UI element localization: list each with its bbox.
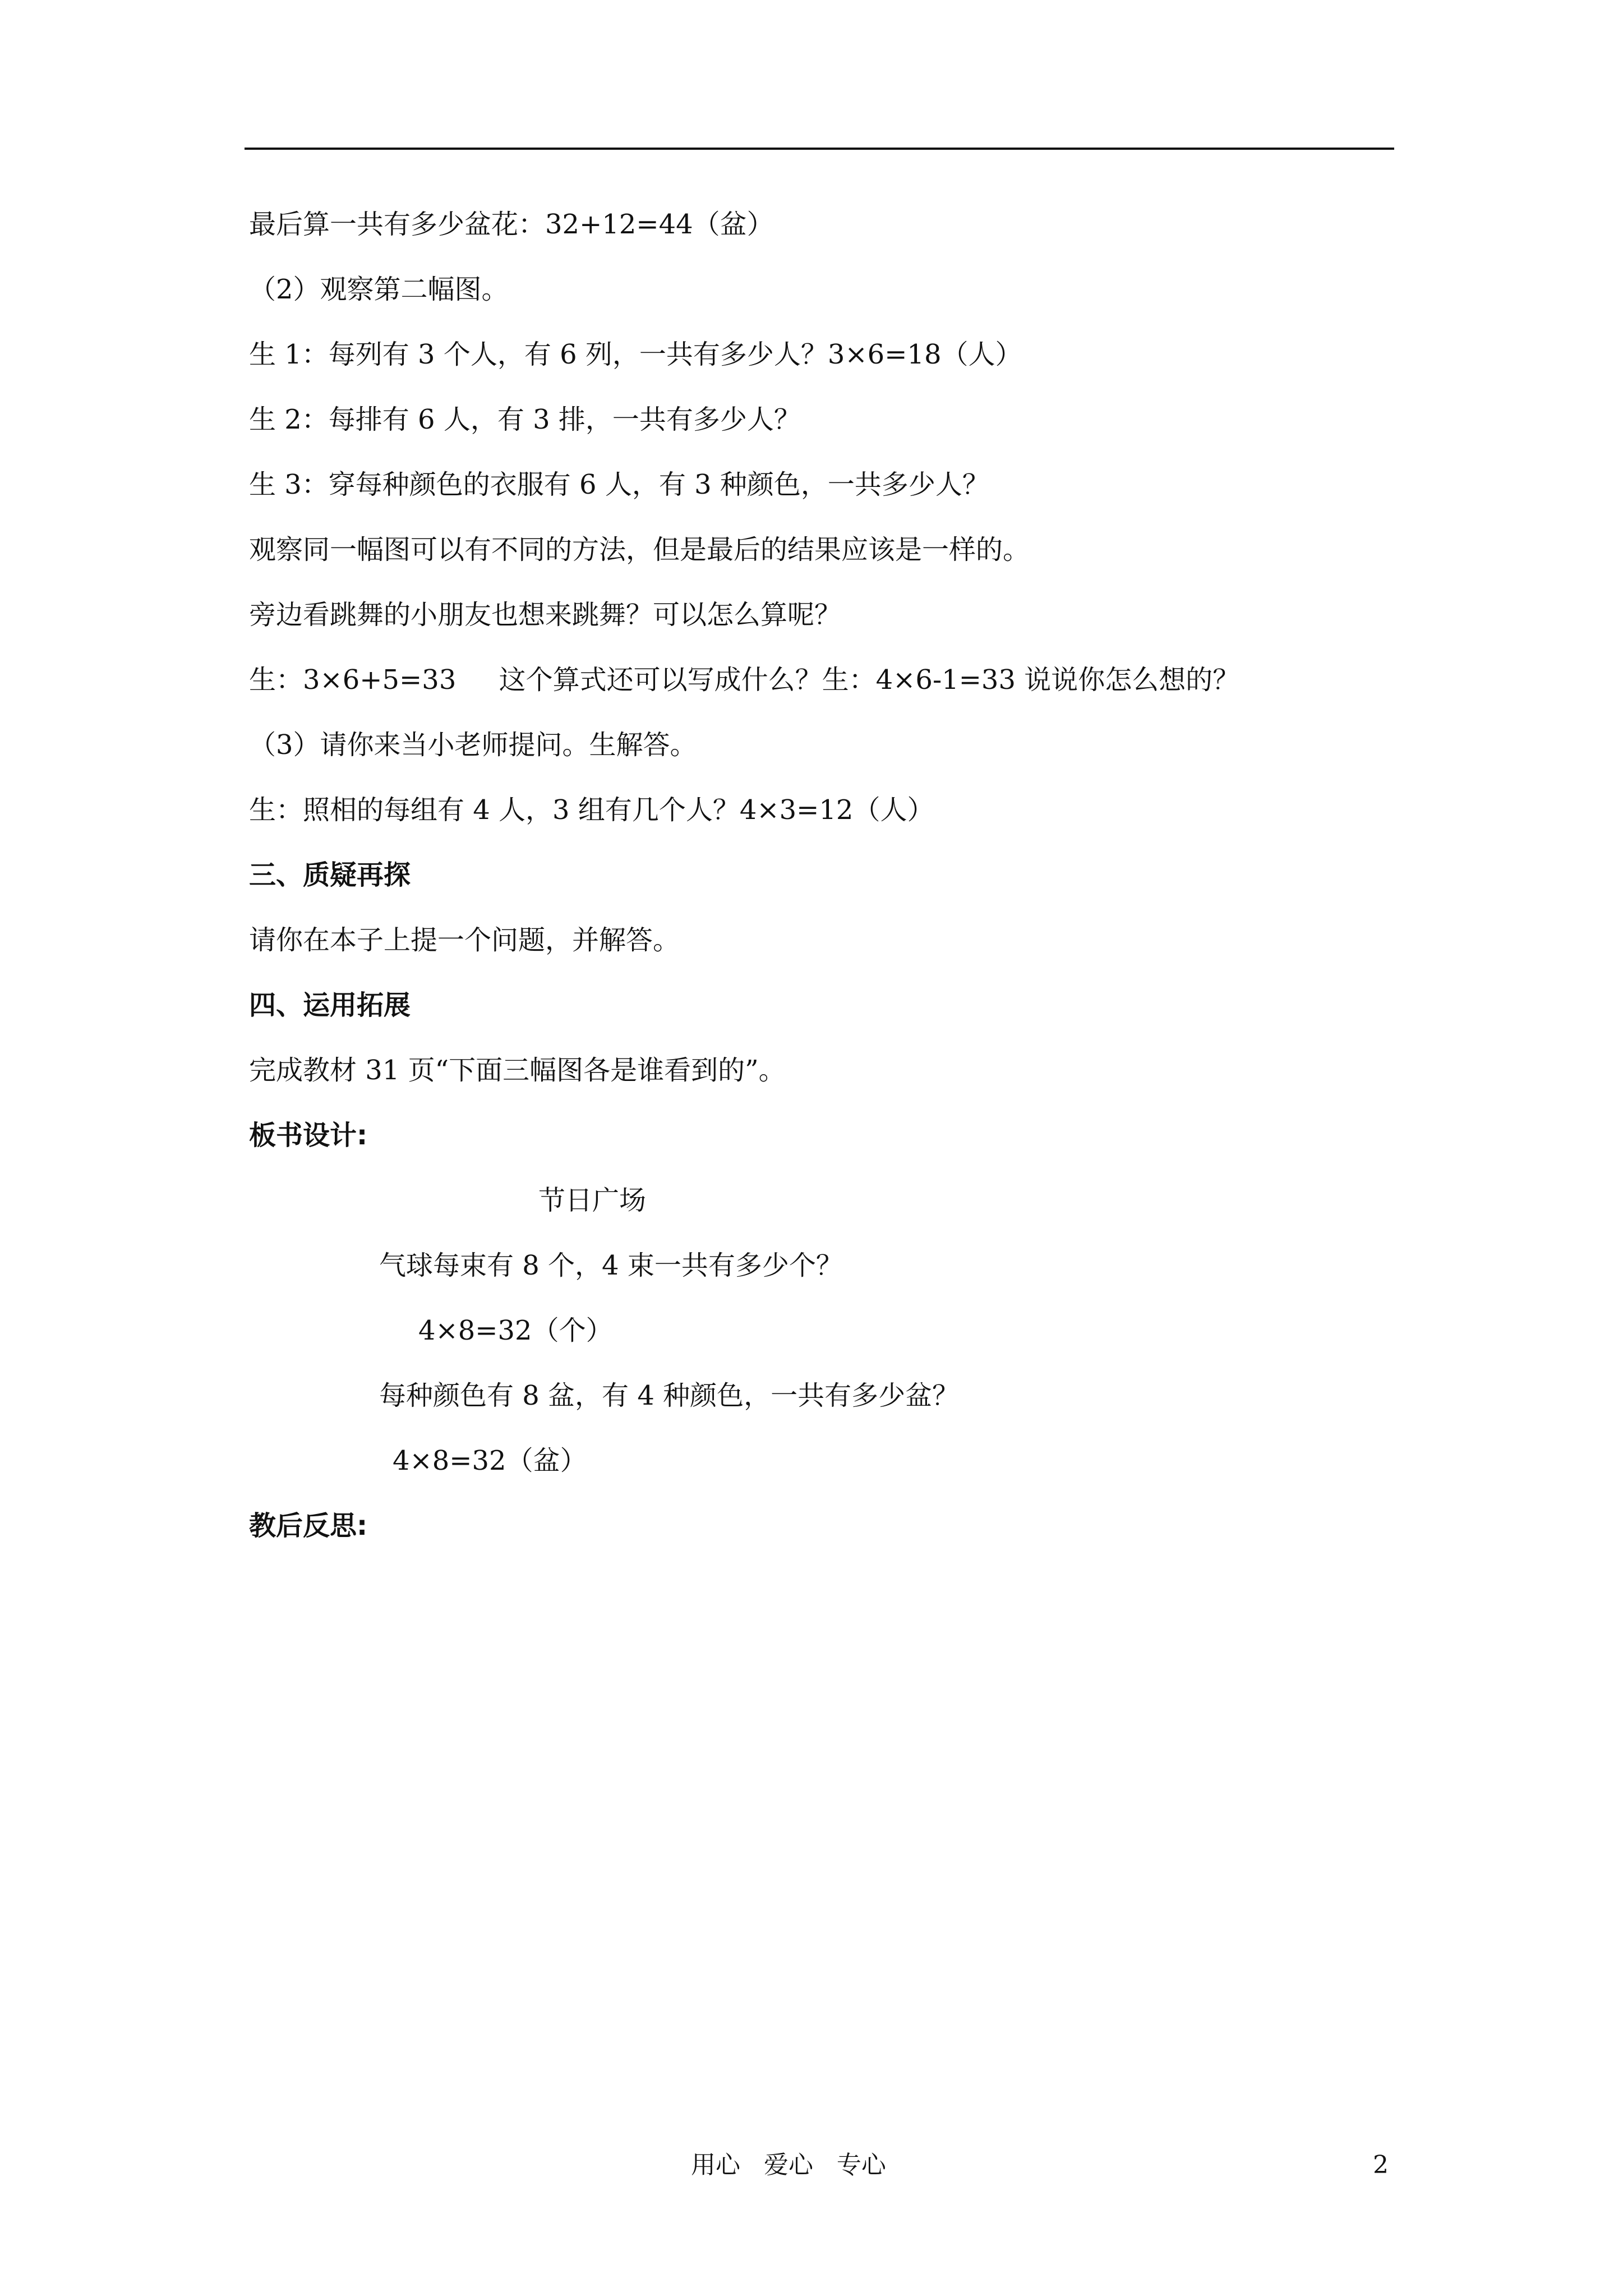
text-line: 生：照相的每组有 4 人，3 组有几个人？4×3=12（人） xyxy=(249,794,934,826)
header-rule xyxy=(245,148,1394,150)
text-line: 最后算一共有多少盆花：32+12=44（盆） xyxy=(249,209,774,240)
text-line: 观察同一幅图可以有不同的方法，但是最后的结果应该是一样的。 xyxy=(249,534,1030,565)
page-footer xyxy=(0,2148,1623,2182)
page-number: 2 xyxy=(1373,2151,1389,2179)
board-question-2: 每种颜色有 8 盆，有 4 种颜色，一共有多少盆？ xyxy=(379,1380,960,1411)
text-line: 生：3×6+5=33 这个算式还可以写成什么？生：4×6-1=33 说说你怎么想的？ xyxy=(249,664,1240,696)
section-heading-4: 四、运用拓展 xyxy=(249,990,411,1021)
board-design-heading: 板书设计: xyxy=(249,1120,368,1151)
footer-motto: 用心 爱心 专心 xyxy=(691,2151,886,2179)
text-line: 生 2：每排有 6 人，有 3 排，一共有多少人？ xyxy=(249,404,801,435)
text-line: 生 1：每列有 3 个人，有 6 列，一共有多少人？3×6=18（人） xyxy=(249,339,1022,370)
section-heading-3: 三、质疑再探 xyxy=(249,859,411,891)
text-line: （3）请你来当小老师提问。生解答。 xyxy=(249,729,697,761)
section-text-3: 请你在本子上提一个问题，并解答。 xyxy=(249,924,680,956)
board-equation-1: 4×8=32（个） xyxy=(418,1315,613,1346)
text-line: 生 3：穿每种颜色的衣服有 6 人，有 3 种颜色，一共多少人？ xyxy=(249,469,989,500)
board-question-1: 气球每束有 8 个，4 束一共有多少个？ xyxy=(379,1250,843,1281)
board-title: 节日广场 xyxy=(538,1185,647,1216)
document-body xyxy=(249,208,1393,1574)
text-line: （2）观察第二幅图。 xyxy=(249,274,509,305)
section-text-4: 完成教材 31 页“下面三幅图各是谁看到的”。 xyxy=(249,1055,786,1086)
reflection-heading: 教后反思: xyxy=(249,1510,368,1542)
text-line: 旁边看跳舞的小朋友也想来跳舞？可以怎么算呢？ xyxy=(249,599,842,631)
board-equation-2: 4×8=32（盆） xyxy=(393,1445,587,1476)
